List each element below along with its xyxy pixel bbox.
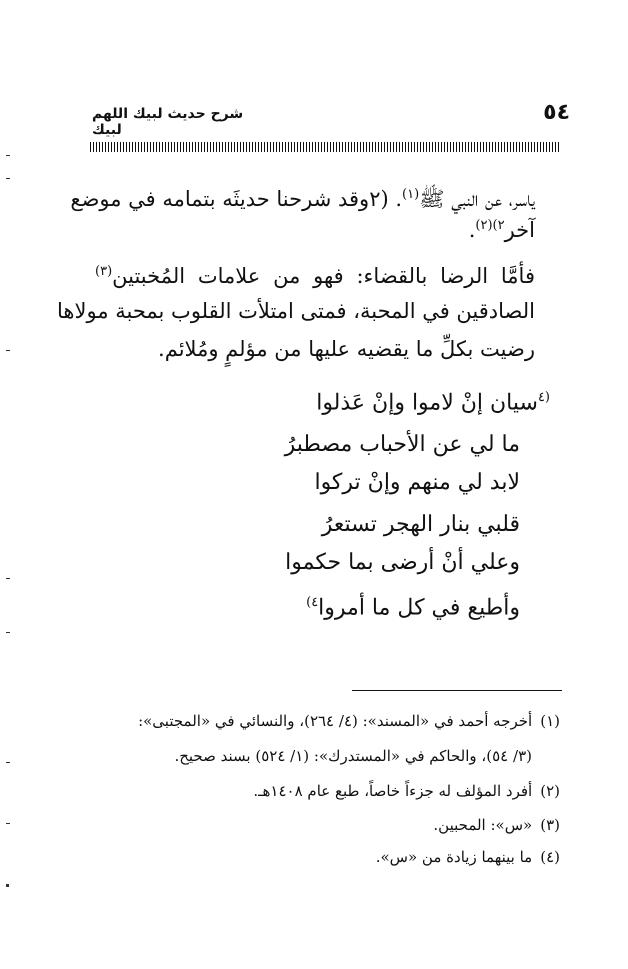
verse-line-1: $^{(٤}$سيان إنْ لاموا وإنْ عَذلوا <box>316 390 550 416</box>
body-line-1: ياسر، عن النبي ﷺ$^{(١)}$. (٢وقد شرحنا حديثَه بتمامه في موضع <box>70 187 535 211</box>
scan-mark <box>6 155 10 156</box>
scan-mark <box>6 762 10 763</box>
verse-line-4: قلبي بنار الهجر تستعرُ <box>321 512 520 537</box>
footnote-3: (٣)«س»: المحبين. <box>433 816 560 834</box>
footnote-2: (٢)أفرد المؤلف له جزءاً خاصاً، طبع عام ١٤٠٨هـ. <box>253 782 560 800</box>
body-paragraph-2-line-3: رضيت بكلِّ ما يقضيه عليها من مؤلمٍ ومُلائم. <box>158 337 535 361</box>
header-divider <box>90 142 560 152</box>
verse-line-5: وعلي أنْ أرضى بما حكموا <box>285 550 520 575</box>
body-paragraph-2-line-2: الصادقين في المحبة، فمتى امتلأت القلوب بمحبة مولاها <box>57 299 535 323</box>
scan-mark <box>6 823 10 824</box>
scan-mark <box>6 350 10 351</box>
scan-mark <box>6 178 10 179</box>
page-number: ٥٤ <box>543 100 570 125</box>
footnote-4: (٤)ما بينهما زيادة من «س». <box>375 848 560 866</box>
scan-mark <box>6 632 10 633</box>
running-title: شرح حديث لبيك اللهم لبيك <box>92 106 244 138</box>
verse-line-6: وأطيع في كل ما أمروا$^{٤)}$ <box>306 595 520 621</box>
footnote-1-continued: (٣/ ٥٤)، والحاكم في «المستدرك»: (١/ ٥٢٤) بسند صحيح. <box>174 747 532 765</box>
body-line-2: آخر$^{٢)(٢)}$. <box>468 218 535 242</box>
footnote-separator <box>352 690 562 691</box>
body-paragraph-2-line-1: فأمَّا الرضا بالقضاء: فهو من علامات المُخبتين$^{(٣)}$ <box>95 264 535 288</box>
footnote-1: (١)أخرجه أحمد في «المسند»: (٤/ ٢٦٤)، والنسائي في «المجتبى»: <box>138 712 560 730</box>
scan-mark <box>6 578 10 579</box>
verse-line-3: لابد لي منهم وإنْ تركوا <box>314 470 520 495</box>
verse-line-2: ما لي عن الأحباب مصطبرُ <box>284 432 520 457</box>
scan-mark <box>6 884 9 887</box>
